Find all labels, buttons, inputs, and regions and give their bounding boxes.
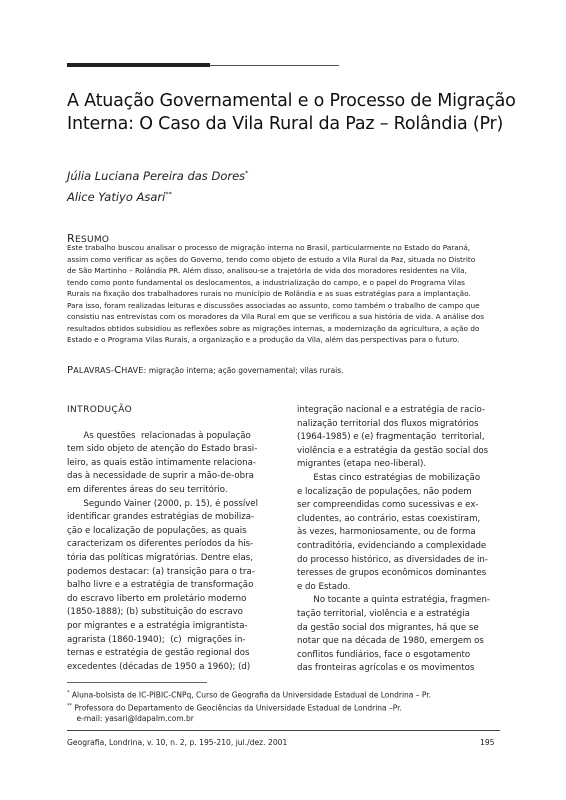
keywords-label-initial: C (114, 365, 122, 376)
footnote-mark: ** (67, 702, 72, 709)
keywords-label-part: ALAVRAS (73, 366, 111, 375)
body-text-line: caracterizam os diferentes períodos da his- (67, 539, 254, 550)
footnote (67, 701, 431, 714)
keywords-label-dash: - (110, 366, 115, 375)
title-line: Interna: O Caso da Vila Rural da Paz – Rolândia (Pr) (67, 114, 504, 134)
abstract-line: consistiu nas entrevistas com os moradores da Vila Rural em que se verificou a sua história de vida. A análise dos (67, 312, 485, 322)
body-text-line: por migrantes e a estratégia imigrantista- (67, 620, 248, 631)
body-text-line: ser compreendidas como sucessivas e ex- (297, 500, 479, 511)
body-text-line: migrantes (etapa neo-liberal). (297, 459, 427, 470)
page-number: 195 (480, 738, 495, 747)
author (67, 185, 248, 206)
body-text-line: No tocante a quinta estratégia, fragmen- (297, 595, 491, 606)
author (67, 164, 248, 185)
body-text-line: e localização de populações, não podem (297, 486, 472, 497)
body-text-line: tória das políticas migratórias. Dentre elas, (67, 552, 253, 563)
title-line: A Atuação Governamental e o Processo de Migração (67, 91, 516, 111)
abstract-line: Para isso, foram realizadas leituras e discussões associadas ao assunto, como também o trabalho de campo que (67, 300, 480, 310)
body-text-line: tem sido objeto de atenção do Estado brasi- (67, 444, 258, 455)
body-text-line: das fronteiras agrícolas e os movimentos (297, 663, 475, 674)
author-name: Júlia Luciana Pereira das Dores (67, 168, 246, 183)
author-list (67, 164, 248, 206)
body-text-line: leiro, as quais estão intimamente relaciona- (67, 457, 256, 468)
right-column-text (297, 404, 503, 676)
section-heading: INTRODUÇÃO (67, 405, 133, 415)
abstract-heading-initial: R (67, 232, 75, 245)
body-text-line: nalização territorial dos fluxos migratórios (297, 418, 479, 429)
author-footnote-mark: * (245, 169, 249, 177)
footer-rule (67, 730, 500, 731)
body-text-line: identificar grandes estratégias de mobiliza- (67, 512, 255, 523)
body-text-line: do processo histórico, as diversidades de in- (297, 554, 488, 565)
body-text-line: integração nacional e a estratégia de racio- (297, 405, 485, 415)
author-name: Alice Yatiyo Asari (67, 189, 166, 204)
body-text-line: balho livre e a estratégia de transformação (67, 580, 254, 591)
footnote-text: e-mail: yasari@ldapalm.com.br (67, 714, 194, 724)
abstract-line: resultados obtidos subsidiou as reflexões sobre as migrações internas, a modernização da agricultura, a ação do (67, 323, 480, 333)
keywords-label-part: HAVE (121, 366, 144, 375)
abstract-line: Este trabalho buscou analisar o processo de migração interna no Brasil, particularmente no Estado do Paraná, (67, 243, 471, 252)
body-text-line: (1964-1985) e (e) fragmentação territorial, (297, 432, 485, 443)
footnote-text: Professora do Departamento de Geociências da Universidade Estadual de Londrina –Pr. (72, 703, 402, 713)
body-text-line: e do Estado. (297, 581, 351, 592)
body-text-line: do escravo liberto em proletário moderno (67, 593, 247, 604)
abstract-line: tendo como ponto fundamental os deslocamentos, a industrialização do campo, e o papel do Programa Vilas (67, 277, 465, 287)
body-text-line: As questões relacionadas à população (67, 430, 251, 441)
body-text-line: ternas e estratégia de gestão regional dos (67, 648, 250, 659)
keywords-label (67, 366, 146, 375)
body-text-line: em diferentes áreas do seu território. (67, 484, 228, 495)
body-text-line: tação territorial, violência e a estratégia (297, 608, 470, 619)
header-rule-thin (210, 65, 339, 66)
keywords-label-initial: P (67, 365, 74, 376)
body-text-line: das à necessidade de suprir a mão-de-obra (67, 471, 254, 482)
footnote (67, 713, 431, 724)
abstract-heading-rest: ESUMO (74, 235, 110, 245)
body-text-line: contraditória, evidenciando a complexidade (297, 540, 487, 551)
footnote (67, 688, 431, 701)
article-title (67, 90, 517, 136)
keywords-text: migração interna; ação governamental; vilas rurais. (146, 366, 344, 375)
body-text-line: violência e a estratégia da gestão social dos (297, 445, 489, 456)
body-text-line: excedentes (décadas de 1950 a 1960); (d) (67, 661, 251, 672)
footnote-rule (67, 682, 207, 683)
right-column (297, 404, 503, 676)
body-text-line: Segundo Vainer (2000, p. 15), é possível (67, 498, 258, 509)
body-text-line: teresses de grupos econômicos dominantes (297, 568, 487, 579)
body-text-line: podemos destacar: (a) transição para o tra- (67, 566, 255, 577)
keywords-label-colon: : (143, 366, 147, 375)
keywords (67, 365, 344, 376)
abstract-line: Rurais na fixação dos trabalhadores rurais no município de Rolândia e as suas estratégias para a implantação. (67, 289, 471, 299)
body-text-line: notar que na década de 1980, emergem os (297, 636, 484, 647)
body-text-line: às vezes, harmoniosamente, ou de forma (297, 527, 476, 538)
abstract-line: de São Martinho – Rolândia PR. Além disso, analisou-se a trajetória de vida dos moradores residentes na Vila, (67, 266, 467, 276)
body-text-line: cludentes, ao contrário, estas coexistiram, (297, 513, 481, 524)
body-text-line: conflitos fundiários, face o esgotamento (297, 649, 471, 660)
header-rule-thick (67, 63, 210, 67)
left-column-text (67, 430, 273, 675)
body-text-line: agrarista (1860-1940); (c) migrações in- (67, 634, 246, 645)
footnote-mark: * (67, 690, 70, 696)
abstract-line: assim como verificar as ações do Governo, tendo como objeto de estudo a Vila Rural da Paz, situada no Distrito (67, 254, 476, 264)
abstract-line: Estado e o Programa Vilas Rurais, a organização e a produção da Vila, além das perspectivas para o futuro. (67, 335, 460, 345)
journal-citation: Geografia, Londrina, v. 10, n. 2, p. 195-210, jul./dez. 2001 (67, 738, 288, 747)
body-text-line: (1850-1888); (b) substituição do escravo (67, 607, 243, 618)
left-column (67, 404, 273, 674)
body-text-line: da gestão social dos migrantes, há que se (297, 622, 479, 633)
footnote-text: Aluna-bolsista de IC-PIBIC-CNPq, Curso de Geografia da Universidade Estadual de Londrina – Pr. (69, 690, 432, 700)
footnotes (67, 688, 431, 725)
author-footnote-mark: ** (165, 189, 172, 198)
body-text-line: Estas cinco estratégias de mobilização (297, 472, 481, 483)
abstract-body (67, 242, 500, 346)
body-text-line: ção e localização de populações, as quais (67, 525, 247, 536)
